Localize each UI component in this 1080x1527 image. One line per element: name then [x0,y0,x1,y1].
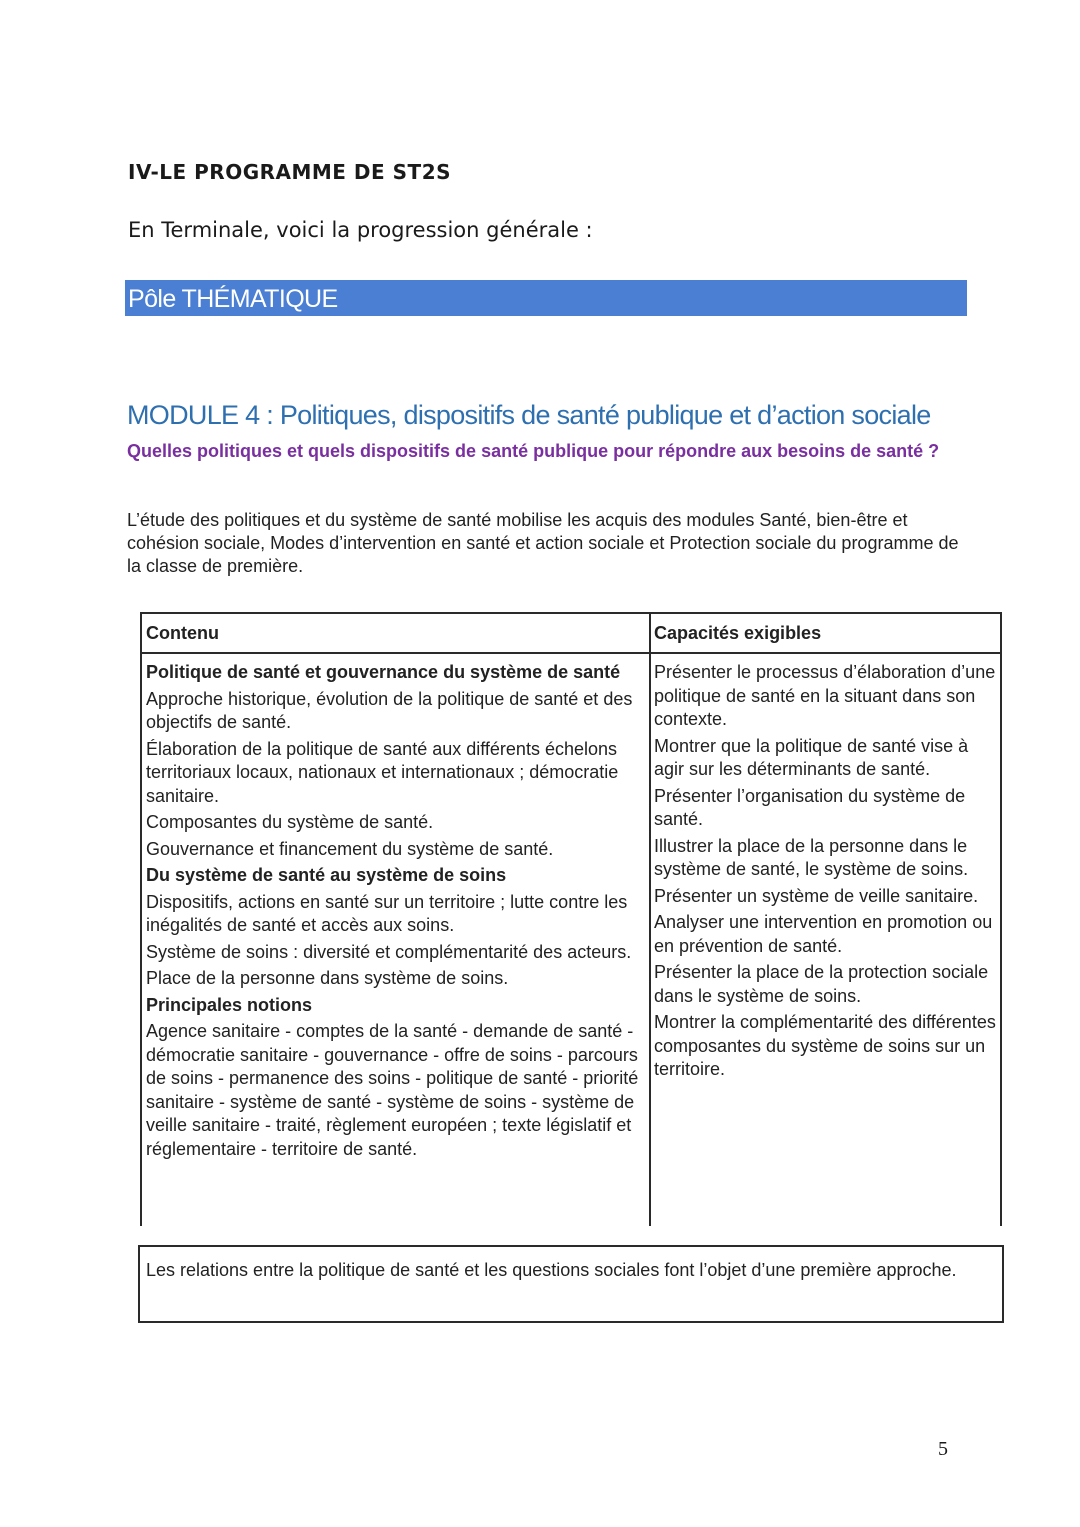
capacite-item: Présenter la place de la protection sociale dans le système de soins. [654,962,989,1006]
contenu-heading: Principales notions [146,994,313,1015]
contenu-heading: Du système de santé au système de soins [146,865,507,885]
programme-table [140,612,1002,1226]
intro-text: En Terminale, voici la progression générale : [128,218,593,242]
section-title: IV-LE PROGRAMME DE ST2S [128,160,452,184]
module-description: L’étude des politiques et du système de santé mobilise les acquis des modules Santé, bien-être et cohésion sociale, Modes d’intervention en santé et action sociale et Protection sociale du programme de la classe de première. [127,510,959,576]
note-box: Les relations entre la politique de santé et les questions sociales font l’objet d’une première approche. [138,1245,1004,1323]
contenu-column [146,661,644,1164]
capacite-item: Montrer que la politique de santé vise à agir sur les déterminants de santé. [654,735,969,779]
contenu-item: Composantes du système de santé. [146,812,434,832]
contenu-item: Élaboration de la politique de santé aux différents échelons territoriaux locaux, nationaux et internationaux ; démocratie sanitaire. [146,738,619,806]
contenu-item: Dispositifs, actions en santé sur un territoire ; lutte contre les inégalités de santé et accès aux soins. [146,891,628,935]
contenu-item: Gouvernance et financement du système de santé. [146,838,554,859]
module-question: Quelles politiques et quels dispositifs de santé publique pour répondre aux besoins de santé ? [127,441,940,461]
contenu-heading: Politique de santé et gouvernance du système de santé [146,662,621,682]
column-header-capacites: Capacités exigibles [654,623,822,643]
capacite-item: Présenter le processus d’élaboration d’une politique de santé en la situant dans son contexte. [654,662,996,729]
capacite-item: Analyser une intervention en promotion ou en prévention de santé. [654,912,993,956]
contenu-item: Approche historique, évolution de la politique de santé et des objectifs de santé. [146,688,633,732]
capacite-item: Montrer la complémentarité des différentes composantes du système de soins sur un territoire. [654,1012,996,1079]
contenu-item: Place de la personne dans système de soins. [146,968,509,988]
header-rule [142,652,1000,654]
module-title: MODULE 4 : Politiques, dispositifs de santé publique et d’action sociale [127,400,931,430]
capacites-column [654,661,1002,1085]
column-divider [649,614,651,1226]
page-number: 5 [938,1438,948,1460]
capacite-item: Présenter un système de veille sanitaire. [654,885,979,906]
notions-list: Agence sanitaire - comptes de la santé - demande de santé - démocratie sanitaire - gouvernance - offre de soins - parcours de soins - permanence des soins - politique de santé - priorité sanitaire - système de santé - système de soins - système de veille sanitaire - traité, règlement européen ; texte législatif et réglementaire - territoire de santé. [146,1021,639,1159]
contenu-item: Système de soins : diversité et complémentarité des acteurs. [146,941,632,962]
capacite-item: Illustrer la place de la personne dans le système de santé, le système de soins. [654,835,969,879]
pole-heading-band: Pôle THÉMATIQUE [125,280,967,316]
column-header-contenu: Contenu [146,623,219,643]
capacite-item: Présenter l’organisation du système de santé. [654,785,966,829]
